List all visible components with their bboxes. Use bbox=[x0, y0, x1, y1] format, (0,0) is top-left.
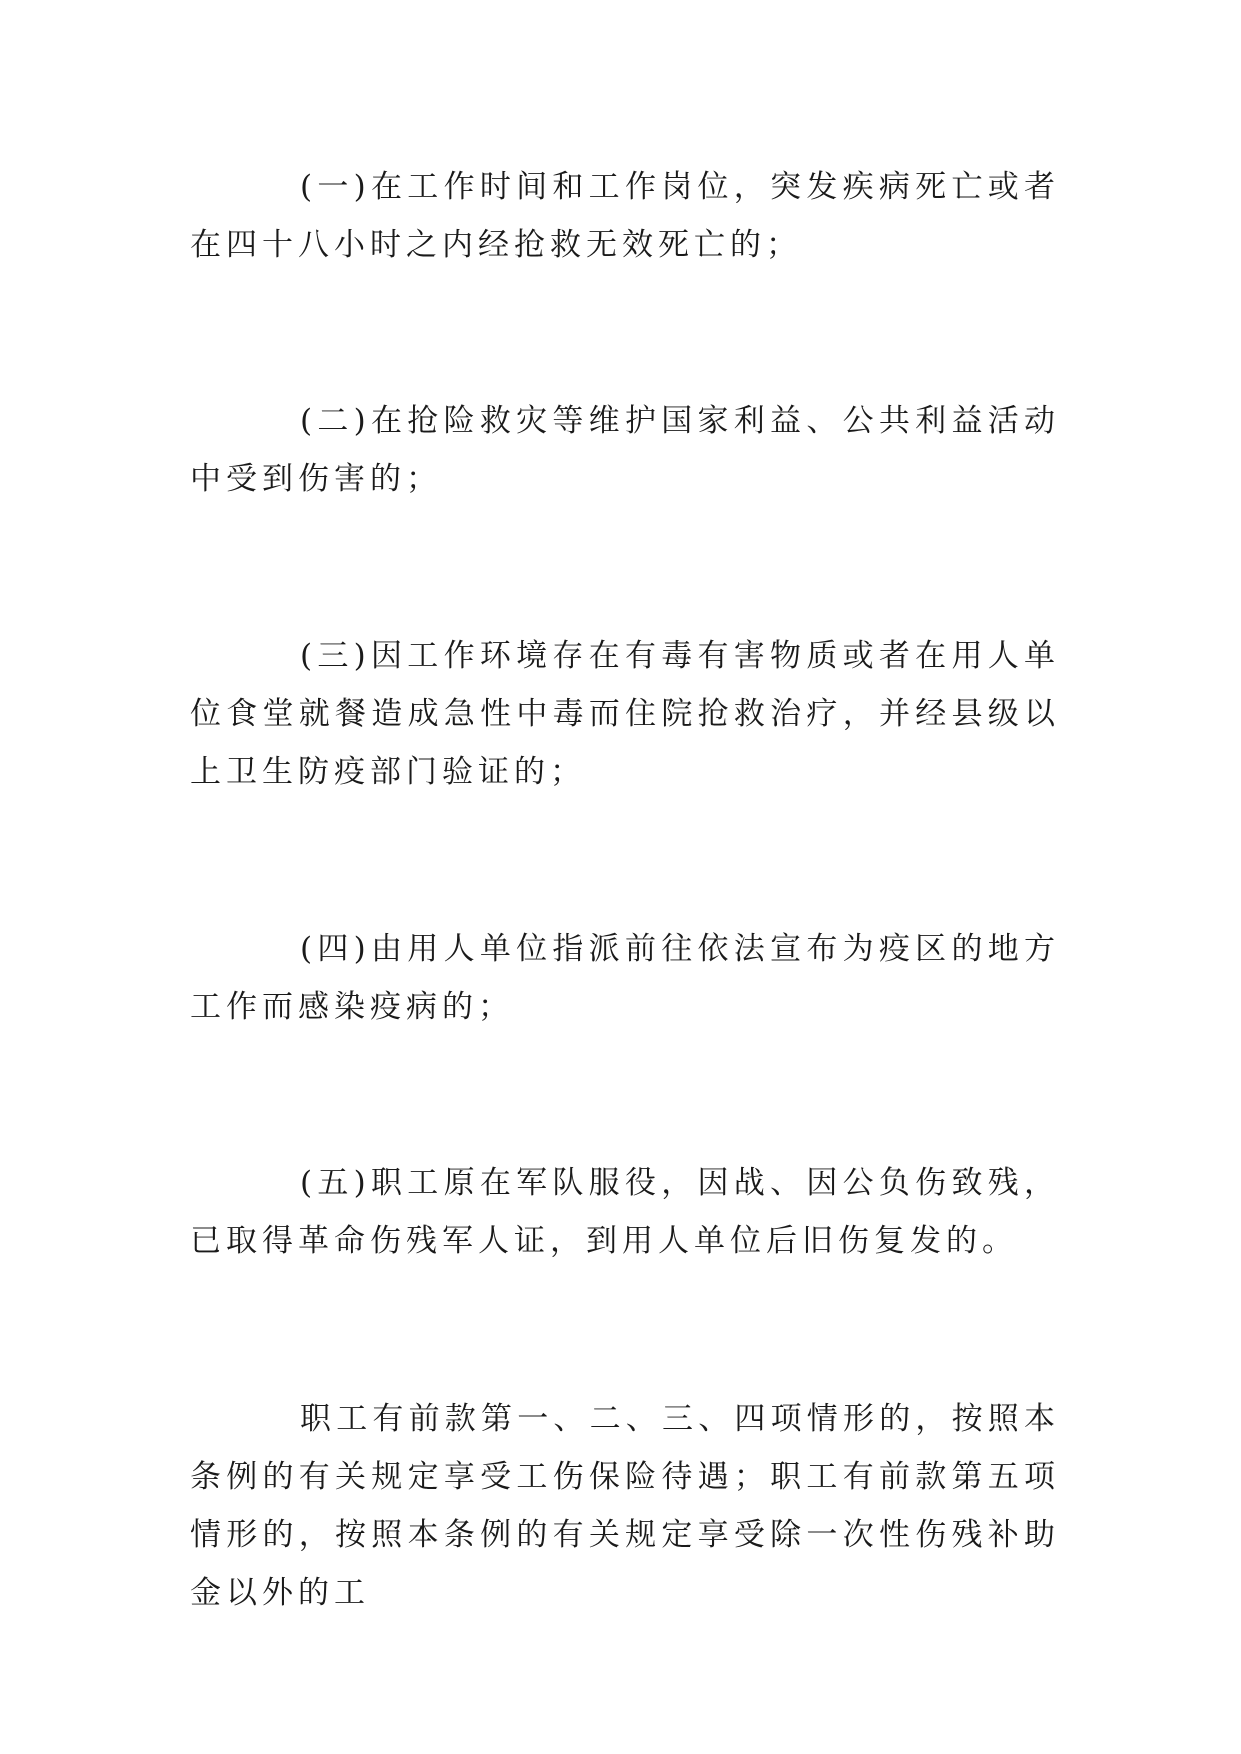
paragraph-item-5: (五)职工原在军队服役，因战、因公负伤致残，已取得革命伤残军人证，到用人单位后旧伤复发的。 bbox=[190, 1165, 1060, 1259]
paragraph-item-3: (三)因工作环境存在有毒有害物质或者在用人单位食堂就餐造成急性中毒而住院抢救治疗，并经县级以上卫生防疫部门验证的； bbox=[190, 638, 1060, 790]
paragraph-item-6: 职工有前款第一、二、三、四项情形的，按照本条例的有关规定享受工伤保险待遇；职工有前款第五项情形的，按照本条例的有关规定享受除一次性伤残补助金以外的工 bbox=[190, 1401, 1060, 1611]
paragraph-item-1: (一)在工作时间和工作岗位，突发疾病死亡或者在四十八小时之内经抢救无效死亡的； bbox=[190, 169, 1060, 263]
paragraph-item-4: (四)由用人单位指派前往依法宣布为疫区的地方工作而感染疫病的； bbox=[190, 931, 1060, 1025]
paragraph-item-2: (二)在抢险救灾等维护国家利益、公共利益活动中受到伤害的； bbox=[190, 403, 1060, 497]
